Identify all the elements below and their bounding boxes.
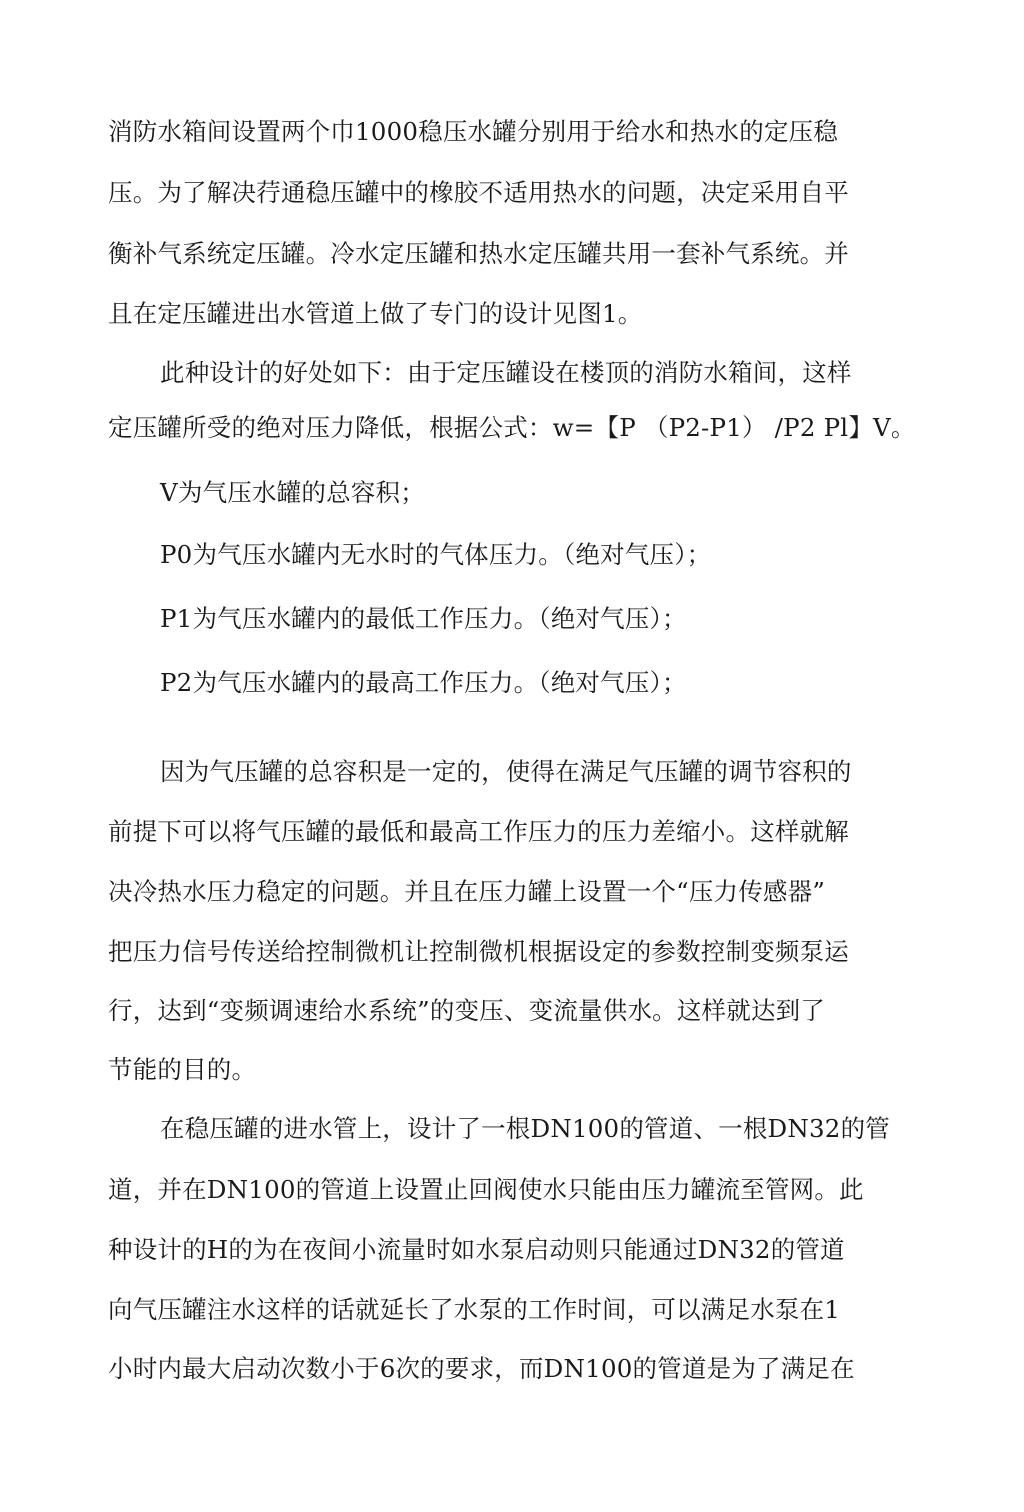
text-line: 此种设计的好处如下：由于定压罐设在楼顶的消防水箱间，这样: [160, 358, 852, 387]
text-line: 前提下可以将气压罐的最低和最高工作压力的压力差缩小。这样就解: [108, 817, 849, 846]
text-line: 在稳压罐的进水管上，设计了一根DN100的管道、一根DN32的管: [160, 1114, 890, 1143]
formula-line: 定压罐所受的绝对压力降低，根据公式：w=【P （P2-P1） /P2 Pl】V。: [108, 413, 916, 442]
text-line: 向气压罐注水这样的话就延长了水泵的工作时间，可以满足水泵在1: [108, 1295, 841, 1324]
text-line: 消防水箱间设置两个巾1000稳压水罐分别用于给水和热水的定压稳: [108, 117, 839, 146]
text-line: 道，并在DN100的管道上设置止回阀使水只能由压力罐流至管网。此: [108, 1175, 864, 1204]
text-line: 种设计的H的为在夜间小流量时如水泵启动则只能通过DN32的管道: [108, 1235, 845, 1264]
definition-p2: P2为气压水罐内的最高工作压力。（绝对气压）；: [160, 668, 687, 697]
text-line: 节能的目的。: [108, 1055, 257, 1084]
text-line: 小时内最大启动次数小于6次的要求，而DN100的管道是为了满足在: [108, 1354, 855, 1383]
text-line: 衡补气系统定压罐。冷水定压罐和热水定压罐共用一套补气系统。并: [108, 239, 849, 268]
text-line: 压。为了解决荇通稳压罐中的橡胶不适用热水的问题，决定采用自平: [108, 178, 849, 207]
text-line: 决冷热水压力稳定的问题。并且在压力罐上设置一个“压力传感器”: [108, 877, 826, 906]
definition-v: V为气压水罐的总容积；: [160, 478, 425, 507]
text-line: 行，达到“变频调速给水系统”的变压、变流量供水。这样就达到了: [108, 996, 826, 1025]
text-line: 把压力信号传送给控制微机让控制微机根据设定的参数控制变频泵运: [108, 937, 849, 966]
text-line: 且在定压罐进出水管道上做了专门的设计见图1。: [108, 299, 643, 328]
definition-p0: P0为气压水罐内无水时的气体压力。（绝对气压）；: [160, 540, 712, 569]
text-line: 因为气压罐的总容积是一定的，使得在满足气压罐的调节容积的: [160, 757, 852, 786]
definition-p1: P1为气压水罐内的最低工作压力。（绝对气压）；: [160, 604, 687, 633]
